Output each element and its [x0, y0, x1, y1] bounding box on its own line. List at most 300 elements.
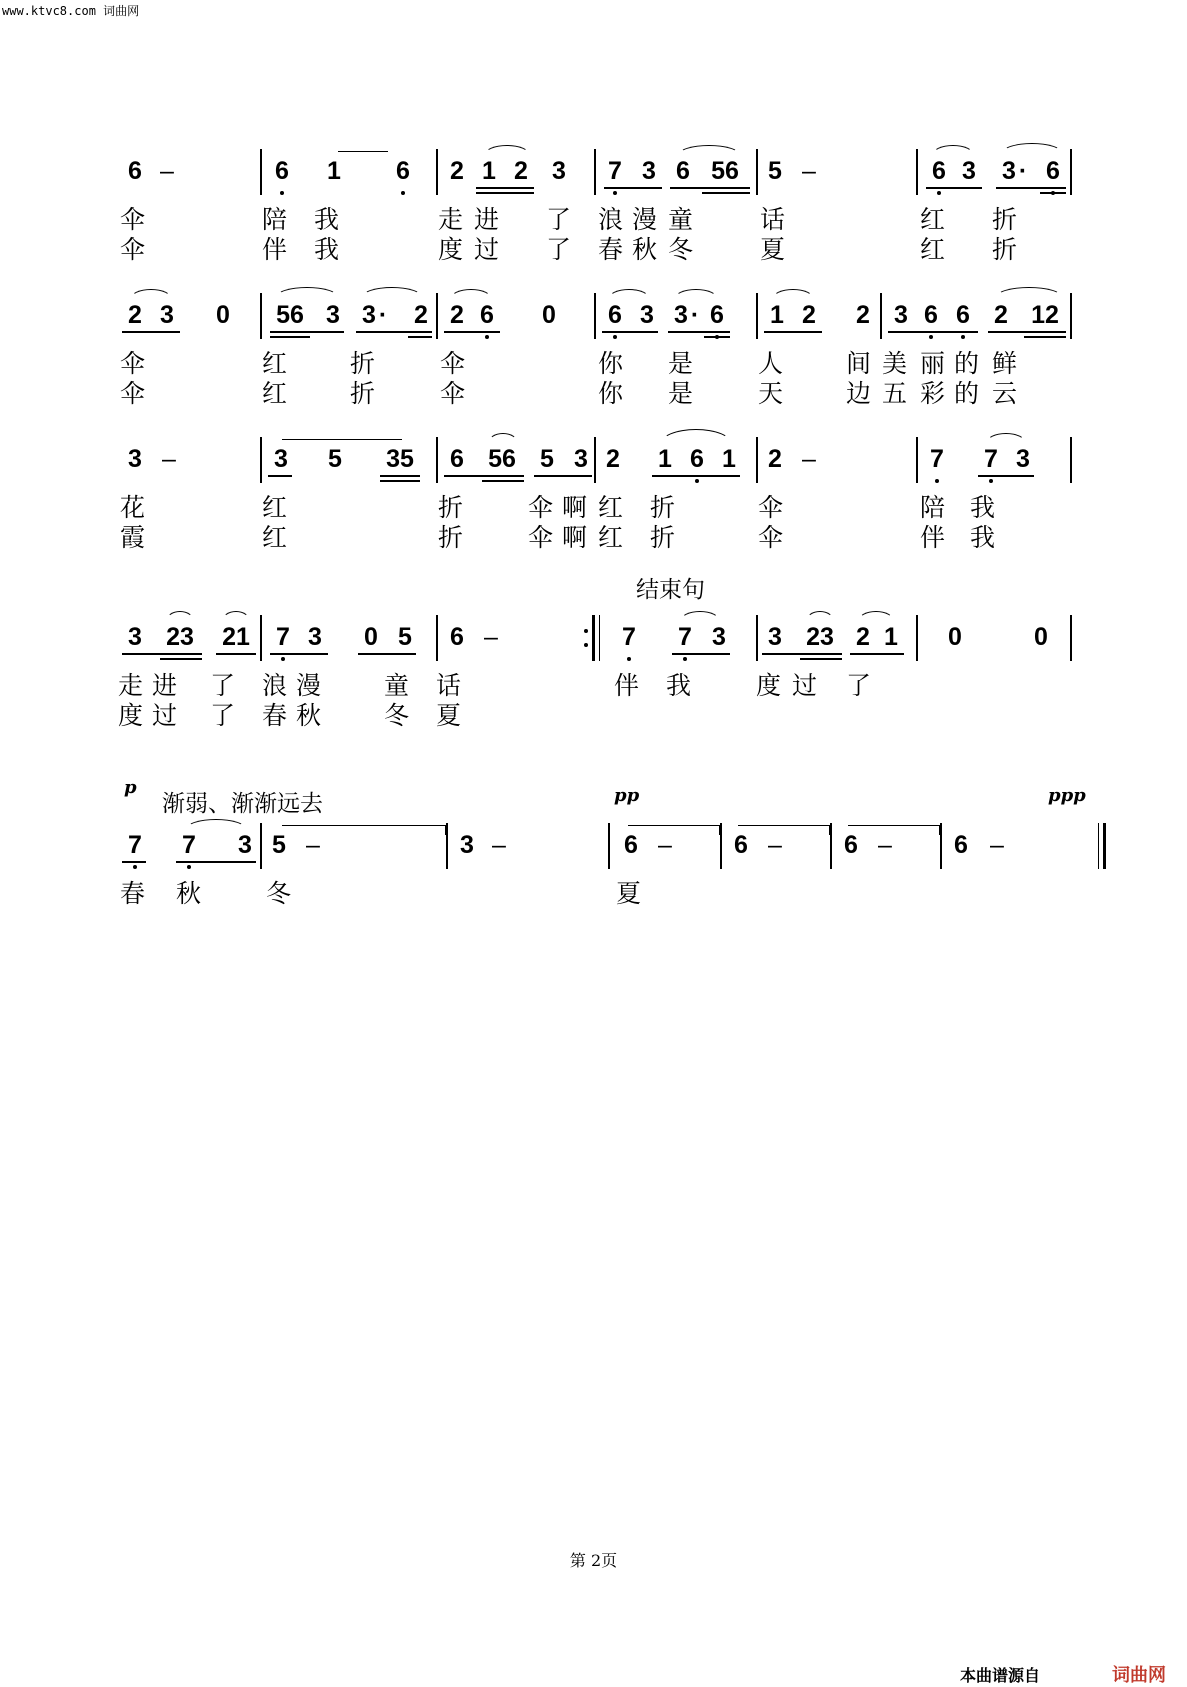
underline: [1024, 336, 1066, 338]
lyric: 秋: [632, 235, 658, 264]
lyric: 红: [262, 523, 288, 552]
note: 7: [182, 831, 196, 859]
note-dash: –: [484, 623, 498, 651]
barline: [1070, 149, 1072, 195]
note: 3: [552, 157, 566, 185]
note: 6: [954, 831, 968, 859]
notation-line: [0, 623, 1187, 657]
barline: [940, 823, 942, 869]
lyric: 伞: [120, 205, 146, 234]
lyric: 的: [954, 349, 980, 378]
barline: [260, 615, 262, 661]
lyric: 了: [546, 235, 572, 264]
barline: [756, 293, 758, 339]
note: 6: [710, 301, 724, 329]
slur: [674, 289, 718, 299]
underline: [122, 653, 202, 655]
note: 6: [924, 301, 938, 329]
slur: [130, 289, 172, 299]
note: 6: [734, 831, 748, 859]
underline: [476, 192, 534, 194]
low-octave-dot: [935, 479, 939, 483]
note: 3: [712, 623, 726, 651]
lyric: 伞: [528, 523, 554, 552]
lyric: 的: [954, 379, 980, 408]
lyric: 度: [118, 701, 144, 730]
low-octave-dot: [683, 657, 687, 661]
tie: [628, 825, 720, 826]
note: 2: [128, 301, 142, 329]
notation-line: [0, 157, 1187, 191]
lyric: 伞: [440, 379, 466, 408]
underline: [356, 331, 432, 333]
note-group: 12: [1031, 301, 1059, 329]
slur: [986, 433, 1026, 443]
lyric: 漫: [296, 671, 322, 700]
barline: [756, 437, 758, 483]
final-barline: [1098, 823, 1106, 869]
lyric: 你: [598, 379, 624, 408]
note: 3: [274, 445, 288, 473]
lyric: 伴: [614, 671, 640, 700]
lyric: 五: [882, 379, 908, 408]
lyric: 浪: [598, 205, 624, 234]
lyric: 美: [882, 349, 908, 378]
lyric: 伞: [528, 493, 554, 522]
low-octave-dot: [989, 479, 993, 483]
low-octave-dot: [695, 479, 699, 483]
lyric: 折: [438, 523, 464, 552]
low-octave-dot: [485, 335, 489, 339]
note: 2: [450, 157, 464, 185]
note: 6: [1046, 157, 1060, 185]
lyric: 秋: [176, 879, 202, 908]
note: 3: [894, 301, 908, 329]
barline: [260, 437, 262, 483]
note: 1: [327, 157, 341, 185]
low-octave-dot: [281, 657, 285, 661]
note-dash: –: [162, 445, 176, 473]
section-label: 结束句: [636, 577, 705, 603]
slur: [608, 289, 650, 299]
lyric: 话: [436, 671, 462, 700]
note: 3: [1002, 157, 1016, 185]
underline: [764, 331, 822, 333]
barline: [436, 149, 438, 195]
underline: [176, 861, 256, 863]
notation-line: [0, 301, 1187, 335]
lyric: 我: [314, 235, 340, 264]
note: 0: [1034, 623, 1048, 651]
lyric: 伞: [120, 235, 146, 264]
lyric: 漫: [632, 205, 658, 234]
note: 2: [856, 301, 870, 329]
note: 3: [642, 157, 656, 185]
lyric: 间: [846, 349, 872, 378]
lyric: 云: [992, 379, 1018, 408]
lyric: 童: [668, 205, 694, 234]
lyric: 折: [992, 205, 1018, 234]
barline: [260, 823, 262, 869]
note: 2: [802, 301, 816, 329]
note: 3: [128, 623, 142, 651]
note: 3: [640, 301, 654, 329]
lyric: 度: [756, 671, 782, 700]
lyric: 是: [668, 379, 694, 408]
tie: [738, 825, 830, 826]
lyric: 我: [970, 523, 996, 552]
note: 1: [770, 301, 784, 329]
barline: [1070, 615, 1072, 661]
lyric: 春: [262, 701, 288, 730]
note: 5: [540, 445, 554, 473]
note: 6: [396, 157, 410, 185]
barline: [830, 823, 832, 869]
note-dash: –: [802, 445, 816, 473]
lyric: 夏: [760, 235, 786, 264]
underline: [534, 475, 592, 477]
note: 3: [238, 831, 252, 859]
slur: [858, 611, 894, 621]
underline: [978, 475, 1034, 477]
lyric: 春: [120, 879, 146, 908]
dot-sign: ·: [690, 301, 700, 329]
lyric: 花: [120, 493, 146, 522]
note: 2: [768, 445, 782, 473]
page-number: 第 2页: [569, 1551, 618, 1570]
note-group: 56: [488, 445, 516, 473]
lyric: 我: [970, 493, 996, 522]
underline: [762, 653, 842, 655]
lyric: 伴: [262, 235, 288, 264]
note: 3: [326, 301, 340, 329]
lyric: 啊: [562, 493, 588, 522]
slur: [186, 819, 246, 829]
note-group: 56: [276, 301, 304, 329]
note: 5: [328, 445, 342, 473]
note-group: 23: [806, 623, 834, 651]
lyric: 折: [992, 235, 1018, 264]
tie: [848, 825, 940, 826]
note: 7: [128, 831, 142, 859]
slur: [166, 611, 194, 621]
underline: [408, 336, 432, 338]
note: 2: [856, 623, 870, 651]
note: 3: [962, 157, 976, 185]
underline: [704, 336, 730, 338]
underline: [670, 187, 750, 189]
underline: [926, 187, 982, 189]
slur: [678, 145, 740, 155]
lyric: 伞: [120, 349, 146, 378]
note: 3: [128, 445, 142, 473]
barline: [916, 149, 918, 195]
barline: [594, 437, 596, 483]
repeat-barline: [592, 615, 600, 661]
slur: [484, 145, 530, 155]
lyric: 折: [650, 493, 676, 522]
note: 6: [608, 301, 622, 329]
barline: [436, 437, 438, 483]
slur: [222, 611, 250, 621]
lyric: 红: [598, 493, 624, 522]
note: 5: [768, 157, 782, 185]
underline: [380, 475, 420, 477]
barline: [1070, 293, 1072, 339]
underline: [122, 331, 180, 333]
slur: [772, 289, 814, 299]
dynamic-p: p: [124, 777, 137, 798]
note: 6: [956, 301, 970, 329]
low-octave-dot: [627, 657, 631, 661]
slur: [488, 433, 518, 443]
note: 5: [272, 831, 286, 859]
note: 6: [128, 157, 142, 185]
low-octave-dot: [929, 335, 933, 339]
underline: [122, 861, 146, 863]
lyric: 啊: [562, 523, 588, 552]
note: 3: [160, 301, 174, 329]
lyric: 是: [668, 349, 694, 378]
note: 2: [994, 301, 1008, 329]
note-group: 23: [166, 623, 194, 651]
lyric: 陪: [262, 205, 288, 234]
note: 0: [542, 301, 556, 329]
underline: [270, 653, 328, 655]
note-dash: –: [990, 831, 1004, 859]
note: 7: [984, 445, 998, 473]
slur: [680, 611, 720, 621]
note: 2: [450, 301, 464, 329]
underline: [850, 653, 904, 655]
note: 6: [844, 831, 858, 859]
site-logo: 词曲网: [1112, 1665, 1166, 1686]
underline: [358, 653, 416, 655]
tie: [338, 151, 388, 152]
underline: [996, 187, 1066, 189]
barline: [880, 293, 882, 339]
underline: [604, 187, 662, 189]
underline: [652, 475, 740, 477]
note: 3: [1016, 445, 1030, 473]
note: 7: [678, 623, 692, 651]
note-dash: –: [802, 157, 816, 185]
lyric: 彩: [920, 379, 946, 408]
lyric: 伞: [440, 349, 466, 378]
note: 3: [674, 301, 688, 329]
lyric: 折: [350, 349, 376, 378]
note: 1: [482, 157, 496, 185]
lyric: 冬: [266, 879, 292, 908]
barline: [436, 293, 438, 339]
lyric: 红: [262, 493, 288, 522]
note: 0: [948, 623, 962, 651]
note: 3: [768, 623, 782, 651]
low-octave-dot: [187, 865, 191, 869]
barline: [436, 615, 438, 661]
note-group: 35: [386, 445, 414, 473]
lyric: 童: [384, 671, 410, 700]
lyric: 折: [438, 493, 464, 522]
note: 7: [930, 445, 944, 473]
lyric: 红: [598, 523, 624, 552]
underline: [270, 336, 310, 338]
note-dash: –: [878, 831, 892, 859]
underline: [1040, 192, 1066, 194]
lyric: 浪: [262, 671, 288, 700]
lyric: 夏: [436, 701, 462, 730]
low-octave-dot: [937, 191, 941, 195]
lyric: 人: [758, 349, 784, 378]
note: 6: [676, 157, 690, 185]
lyric: 秋: [296, 701, 322, 730]
underline: [160, 658, 202, 660]
note: 5: [398, 623, 412, 651]
underline: [602, 331, 658, 333]
slur: [362, 287, 422, 297]
underline: [380, 480, 420, 482]
note: 7: [276, 623, 290, 651]
lyric: 走: [438, 205, 464, 234]
lyric: 鲜: [992, 349, 1018, 378]
slur: [932, 145, 974, 155]
note-group: 21: [222, 623, 250, 651]
note: 3: [574, 445, 588, 473]
lyric: 边: [846, 379, 872, 408]
underline: [444, 475, 524, 477]
lyric: 红: [920, 205, 946, 234]
note: 6: [690, 445, 704, 473]
note: 3: [308, 623, 322, 651]
dynamic-ppp: ppp: [1048, 785, 1086, 806]
note-dash: –: [306, 831, 320, 859]
lyric: 红: [920, 235, 946, 264]
lyric: 天: [758, 379, 784, 408]
lyric: 红: [262, 379, 288, 408]
note: 6: [450, 623, 464, 651]
underline: [444, 331, 500, 333]
lyric: 折: [650, 523, 676, 552]
barline: [1070, 437, 1072, 483]
underline: [268, 475, 292, 477]
lyric: 过: [474, 235, 500, 264]
lyric: 陪: [920, 493, 946, 522]
underline: [800, 658, 842, 660]
barline: [916, 615, 918, 661]
barline: [916, 437, 918, 483]
slur: [450, 289, 492, 299]
lyric: 走: [118, 671, 144, 700]
watermark: www.ktvc8.com 词曲网: [2, 4, 140, 18]
lyric: 红: [262, 349, 288, 378]
low-octave-dot: [401, 191, 405, 195]
lyric: 了: [846, 671, 872, 700]
lyric: 了: [210, 701, 236, 730]
barline: [594, 149, 596, 195]
lyric: 伞: [758, 493, 784, 522]
note: 6: [450, 445, 464, 473]
slur: [276, 287, 338, 297]
lyric: 我: [666, 671, 692, 700]
note: 7: [622, 623, 636, 651]
note: 6: [624, 831, 638, 859]
lyric: 夏: [616, 879, 642, 908]
source-label: 本曲谱源自: [960, 1666, 1041, 1685]
lyric: 你: [598, 349, 624, 378]
slur: [1002, 143, 1062, 153]
dot-sign: ·: [378, 301, 388, 329]
underline: [270, 331, 344, 333]
lyric: 进: [474, 205, 500, 234]
barline: [608, 823, 610, 869]
note: 2: [414, 301, 428, 329]
lyric: 过: [792, 671, 818, 700]
underline: [888, 331, 978, 333]
expression-text: 渐弱、渐渐远去: [162, 791, 323, 817]
note: 3: [362, 301, 376, 329]
underline: [668, 331, 730, 333]
barline: [720, 823, 722, 869]
note-dash: –: [492, 831, 506, 859]
lyric: 折: [350, 379, 376, 408]
barline: [756, 615, 758, 661]
barline: [446, 823, 448, 869]
note-dash: –: [160, 157, 174, 185]
note: 1: [884, 623, 898, 651]
note: 0: [216, 301, 230, 329]
lyric: 我: [314, 205, 340, 234]
underline: [702, 192, 750, 194]
note: 2: [606, 445, 620, 473]
note: 6: [480, 301, 494, 329]
underline: [476, 187, 534, 189]
lyric: 伞: [120, 379, 146, 408]
note-group: 56: [711, 157, 739, 185]
low-octave-dot: [280, 191, 284, 195]
low-octave-dot: [961, 335, 965, 339]
notation-line: [0, 831, 1187, 865]
lyric: 伴: [920, 523, 946, 552]
note: 0: [364, 623, 378, 651]
note: 1: [658, 445, 672, 473]
note: 6: [275, 157, 289, 185]
lyric: 话: [760, 205, 786, 234]
note: 2: [514, 157, 528, 185]
repeat-dots: [584, 627, 589, 651]
low-octave-dot: [133, 865, 137, 869]
note-dash: –: [658, 831, 672, 859]
slur: [996, 287, 1062, 297]
underline: [216, 653, 256, 655]
note: 1: [722, 445, 736, 473]
slur: [806, 611, 834, 621]
note: 7: [608, 157, 622, 185]
low-octave-dot: [613, 335, 617, 339]
tie: [282, 439, 402, 440]
lyric: 了: [546, 205, 572, 234]
lyric: 进: [152, 671, 178, 700]
note: 6: [932, 157, 946, 185]
lyric: 霞: [120, 523, 146, 552]
low-octave-dot: [613, 191, 617, 195]
lyric: 过: [152, 701, 178, 730]
note: 3: [460, 831, 474, 859]
slur: [660, 429, 732, 444]
dot-sign: ·: [1018, 157, 1028, 185]
note-dash: –: [768, 831, 782, 859]
notation-line: [0, 445, 1187, 479]
underline: [988, 331, 1066, 333]
